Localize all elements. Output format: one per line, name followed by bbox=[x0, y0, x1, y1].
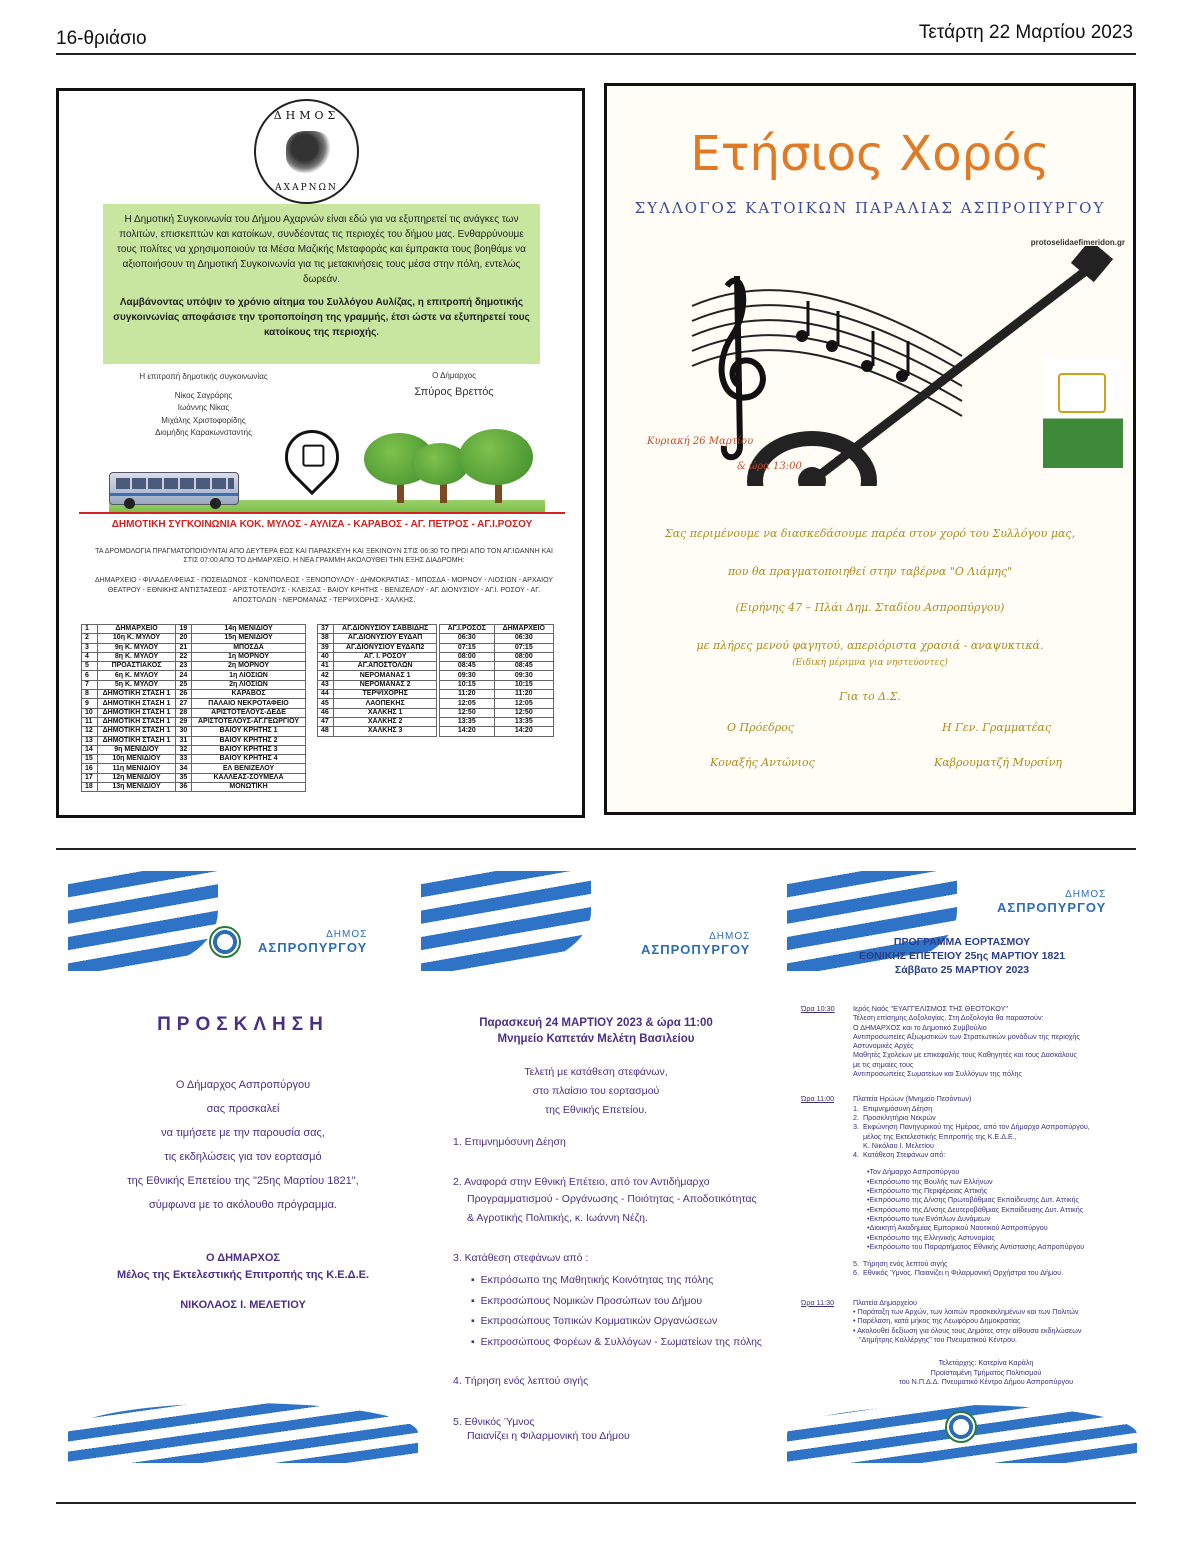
stop-row bbox=[318, 699, 437, 708]
stop-row bbox=[82, 736, 306, 745]
invitation-body: Ο Δήμαρχος Ασπροπύργου σας προσκαλεί να τιμήσετε με την παρουσία σας, τις εκδηλώσεις για τον εορτασμό της Εθνικής Επετείου της "25ης Μαρτίου 1821", σύμφωνα με το ακόλουθο πρόγραμμα. bbox=[127, 1079, 359, 1211]
stop-number: 42 bbox=[318, 671, 334, 680]
stop-number: 16 bbox=[82, 764, 98, 773]
stop-row bbox=[82, 625, 306, 634]
departure-time: 12:05 bbox=[440, 699, 495, 708]
stop-row bbox=[82, 745, 306, 754]
program-line: Πλατεία Ηρώων (Μνημείο Πεσόντων) bbox=[853, 1094, 972, 1104]
stop-name: 1η ΛΙΟΣΙΩΝ bbox=[192, 671, 306, 680]
program-line: 4. Κατάθεση Στεφάνων από: bbox=[853, 1150, 946, 1160]
stop-row bbox=[82, 680, 306, 689]
mayor-name: Σπύρος Βρεττός bbox=[414, 386, 494, 398]
stop-name: 12η ΜΕΝΙΔΙΟΥ bbox=[97, 773, 176, 782]
ceremony-intro: Τελετή με κατάθεση στεφάνων, στο πλαίσιο του εορτασμού της Εθνικής Επετείου. bbox=[524, 1066, 668, 1116]
aspropyrgos-logo: ΔΗΜΟΣ ΑΣΠΡΟΠΥΡΓΟΥ bbox=[997, 889, 1107, 915]
stop-row bbox=[318, 690, 437, 699]
association-name: ΣΥΛΛΟΓΟΣ ΚΑΤΟΙΚΩΝ ΠΑΡΑΛΙΑΣ ΑΣΠΡΟΠΥΡΓΟΥ bbox=[634, 199, 1106, 217]
stop-number: 37 bbox=[318, 625, 334, 634]
stop-name: ΚΑΡΑΒΟΣ bbox=[192, 690, 306, 699]
stop-name: 2η ΛΙΟΣΙΩΝ bbox=[192, 680, 306, 689]
stop-number: 33 bbox=[176, 755, 192, 764]
stops-table-a bbox=[81, 624, 306, 792]
stop-number: 7 bbox=[82, 680, 98, 689]
stop-number: 14 bbox=[82, 745, 98, 754]
greek-emblem-icon bbox=[209, 926, 241, 958]
time-slot: Ώρα 11:00 bbox=[801, 1094, 835, 1104]
departure-time: 10:15 bbox=[440, 680, 495, 689]
stop-row bbox=[82, 662, 306, 671]
committee-member: Διομήδης Καρακωνσταντής bbox=[155, 428, 252, 437]
departure-time: 14:20 bbox=[494, 727, 553, 736]
stop-number: 36 bbox=[176, 783, 192, 792]
item-1: 1. Επιμνημόσυνη Δέηση bbox=[453, 1136, 566, 1148]
header-rule bbox=[56, 53, 1136, 55]
stop-name: ΔΗΜΑΡΧΕΙΟ bbox=[97, 625, 176, 634]
departure-time: 10:15 bbox=[494, 680, 553, 689]
stop-name: ΧΑΛΚΗΣ 3 bbox=[334, 727, 437, 736]
seal-bottom-text: ΑΧΑΡΝΩΝ bbox=[275, 183, 338, 193]
stop-name: ΚΑΛΛΕΑΣ-ΣΟΥΜΕΛΑ bbox=[192, 773, 306, 782]
program-line: •Διοικητή Ακαδημίας Εμπορικού Ναυτικού Ασπροπύργου bbox=[867, 1223, 1048, 1233]
stop-number: 24 bbox=[176, 671, 192, 680]
ceremony-heading: Παρασκευή 24 ΜΑΡΤΙΟΥ 2023 & ώρα 11:00 Μνημείο Καπετάν Μελέτη Βασιλείου bbox=[479, 1017, 713, 1045]
invite-line: που θα πραγματοποιηθεί στην ταβέρνα "Ο Λιάμης" bbox=[727, 565, 1013, 578]
intro-bold-text: Λαμβάνοντας υπόψιν το χρόνιο αίτημα του Συλλόγου Αυλίζας, η επιτροπή δημοτικής συγκοινωνίας αποφάσισε την τροποποίηση της γραμμής, έτσι ώστε να εξυπηρετεί τους κατοίκους της περιοχής. bbox=[113, 297, 530, 338]
stop-name: 6η Κ. ΜΥΛΟΥ bbox=[97, 671, 176, 680]
stop-number: 41 bbox=[318, 662, 334, 671]
aspropyrgos-logo: ΔΗΜΟΣ ΑΣΠΡΟΠΥΡΓΟΥ bbox=[641, 931, 751, 957]
stop-number: 18 bbox=[82, 783, 98, 792]
program-line: Ιερός Ναός "ΕΥΑΓΓΕΛΙΣΜΟΣ ΤΗΣ ΘΕΟΤΟΚΟΥ" bbox=[853, 1004, 1008, 1013]
committee-member: Νίκος Σαγράρης bbox=[174, 390, 233, 400]
departure-time: 09:30 bbox=[440, 671, 495, 680]
stop-number: 44 bbox=[318, 690, 334, 699]
time-row bbox=[440, 708, 554, 717]
departure-time: 06:30 bbox=[440, 634, 495, 643]
stop-name: ΒΑΙΟΥ ΚΡΗΤΗΣ 3 bbox=[192, 745, 306, 754]
program-line: • Παρέλαση, κατά μήκος της Λεωφόρου Δημοκρατίας bbox=[853, 1316, 1021, 1326]
stop-number: 17 bbox=[82, 773, 98, 782]
program-line: • Παράταξη των Αρχών, των λοιπών προσκεκλημένων και των Πολιτών bbox=[853, 1307, 1079, 1317]
departure-time: 12:50 bbox=[440, 708, 495, 717]
stop-name: 9η Κ. ΜΥΛΟΥ bbox=[97, 643, 176, 652]
greek-emblem-icon bbox=[945, 1411, 977, 1443]
stop-row bbox=[82, 773, 306, 782]
stop-number: 35 bbox=[176, 773, 192, 782]
time-row bbox=[440, 634, 554, 643]
stop-row bbox=[82, 671, 306, 680]
flag-wave bbox=[68, 1403, 418, 1463]
stop-row bbox=[82, 690, 306, 699]
greek-flag-ribbon bbox=[421, 871, 591, 971]
stop-name: ΔΗΜΟΤΙΚΗ ΣΤΑΣΗ 1 bbox=[97, 699, 176, 708]
program-line: •Εκπρόσωπο του Παραρτήματος Εθνικής Αντίστασης Ασπροπύργου bbox=[867, 1241, 1085, 1251]
program-line: 3. Εκφώνηση Πανηγυρικού της Ημέρας, από τον Δήμαρχο Ασπροπύργου, bbox=[853, 1122, 1090, 1132]
program-line: με τις σημαίες τους bbox=[853, 1059, 914, 1069]
stop-number: 27 bbox=[176, 699, 192, 708]
stop-row bbox=[82, 764, 306, 773]
stop-number: 31 bbox=[176, 736, 192, 745]
stop-row bbox=[318, 662, 437, 671]
stop-name: ΑΓ. Ι. ΡΟΣΟΥ bbox=[334, 652, 437, 661]
stop-number: 13 bbox=[82, 736, 98, 745]
committee-member: Μιχάλης Χριστοφορίδης bbox=[161, 415, 246, 425]
stop-name: 8η Κ. ΜΥΛΟΥ bbox=[97, 652, 176, 661]
item-5: 5. Εθνικός Ύμνος bbox=[453, 1416, 535, 1428]
greek-flag-ribbon bbox=[68, 871, 218, 971]
program-line: Αντιπροσωπείες Αξιωματικών των Στρατιωτικών μονάδων της περιοχής bbox=[853, 1031, 1080, 1041]
times-header bbox=[440, 625, 554, 634]
stop-name: ΜΟΝΩΤΙΚΗ bbox=[192, 783, 306, 792]
stop-number: 12 bbox=[82, 727, 98, 736]
stop-name: ΕΛ ΒΕΝΙΖΕΛΟΥ bbox=[192, 764, 306, 773]
aspropyrgos-logo: ΔΗΜΟΣ ΑΣΠΡΟΠΥΡΓΟΥ bbox=[258, 929, 368, 955]
departure-time: 08:00 bbox=[440, 652, 495, 661]
program-line: 5. Τήρηση ενός λεπτού σιγής bbox=[853, 1259, 948, 1269]
stop-row bbox=[82, 717, 306, 726]
stop-row bbox=[82, 643, 306, 652]
time-row bbox=[440, 699, 554, 708]
stop-name: ΒΑΙΟΥ ΚΡΗΤΗΣ 2 bbox=[192, 736, 306, 745]
invite-line: (Ειρήνης 47 – Πλάι Δημ. Σταδίου Ασπροπύργου) bbox=[735, 601, 1005, 614]
stop-number: 20 bbox=[176, 634, 192, 643]
program-line: 1. Επιμνημόσυνη Δέηση bbox=[853, 1103, 933, 1113]
stop-row bbox=[318, 625, 437, 634]
event-time: & ώρα 13:00 bbox=[737, 461, 802, 472]
stop-name: ΑΓ.ΔΙΟΝΥΣΙΟΥ ΣΑΒΒΙΔΗΣ bbox=[334, 625, 437, 634]
stop-number: 6 bbox=[82, 671, 98, 680]
departure-time: 12:50 bbox=[494, 708, 553, 717]
departure-time: 07:15 bbox=[440, 643, 495, 652]
program-line: του Ν.Π.Δ.Δ. Πνευματικό Κέντρο Δήμου Ασπροπύργου bbox=[898, 1376, 1074, 1386]
wreath-bullet: ▪ Εκπροσώπους Νομικών Προσώπων του Δήμου bbox=[471, 1295, 703, 1307]
program-line: •Εκπρόσωπο της Δ/νσης Πρωτοβάθμιας Εκπαίδευσης Δυτ. Αττικής bbox=[867, 1195, 1080, 1205]
stop-name: ΠΡΟΑΣΤΙΑΚΟΣ bbox=[97, 662, 176, 671]
stop-number: 5 bbox=[82, 662, 98, 671]
stop-row bbox=[318, 717, 437, 726]
stop-number: 29 bbox=[176, 717, 192, 726]
stop-number: 8 bbox=[82, 690, 98, 699]
stop-number: 11 bbox=[82, 717, 98, 726]
committee-signatures bbox=[111, 371, 296, 440]
program-line: Μαθητές Σχολείων με επικεφαλής τους Καθηγητές και τους Δασκάλους bbox=[853, 1050, 1077, 1060]
stop-number: 23 bbox=[176, 662, 192, 671]
program-line: •Εκπρόσωπο της Ελληνικής Αστυνομίας bbox=[867, 1232, 995, 1242]
departure-time: 11:20 bbox=[494, 690, 553, 699]
time-row bbox=[440, 690, 554, 699]
time-slot: Ώρα 11:30 bbox=[801, 1297, 835, 1307]
stop-name: ΔΗΜΟΤΙΚΗ ΣΤΑΣΗ 1 bbox=[97, 708, 176, 717]
seal-top-text: ΔΗΜΟΣ bbox=[273, 109, 340, 122]
stop-name: 13η ΜΕΝΙΔΙΟΥ bbox=[97, 783, 176, 792]
stop-row bbox=[82, 708, 306, 717]
stop-number: 15 bbox=[82, 755, 98, 764]
departure-time: 06:30 bbox=[494, 634, 553, 643]
program-body bbox=[801, 1004, 1131, 1386]
departure-time: 13:35 bbox=[440, 717, 495, 726]
times-header-cell: ΔΗΜΑΡΧΕΙΟ bbox=[494, 625, 553, 634]
event-day: Κυριακή 26 Μαρτίου bbox=[647, 436, 754, 447]
item-2-cont: Προγραμματισμού - Οργάνωσης - Ποιότητας - Αποδοτικότητας bbox=[467, 1193, 757, 1205]
item-2-cont: & Αγροτικής Πολιτικής, κ. Ιωάννη Νέζη. bbox=[467, 1212, 648, 1224]
departure-time: 12:05 bbox=[494, 699, 553, 708]
stop-name: ΧΑΛΚΗΣ 1 bbox=[334, 708, 437, 717]
intro-box bbox=[103, 204, 540, 364]
mayor-block: Ο ΔΗΜΑΡΧΟΣ Μέλος της Εκτελεστικής Επιτροπής της Κ.Ε.Δ.Ε. ΝΙΚΟΛΑΟΣ Ι. ΜΕΛΕΤΙΟΥ bbox=[116, 1252, 370, 1311]
stops-table-c bbox=[317, 624, 437, 737]
program-line: μέλος της Εκτελεστικής Επιτροπής της Κ.Ε.Δ.Ε., bbox=[853, 1131, 1017, 1141]
program-line: •Εκπρόσωπο της Δ/νσης Δευτεροβάθμιας Εκπαίδευσης Δυτ. Αττικής bbox=[867, 1204, 1084, 1214]
stop-row bbox=[318, 634, 437, 643]
stop-number: 19 bbox=[176, 625, 192, 634]
times-header-cell: ΑΓ.Ι.ΡΟΣΟΣ bbox=[440, 625, 495, 634]
stop-name: ΔΗΜΟΤΙΚΗ ΣΤΑΣΗ 1 bbox=[97, 717, 176, 726]
stop-name: ΝΕΡΟΜΑΝΑΣ 1 bbox=[334, 671, 437, 680]
time-row bbox=[440, 680, 554, 689]
secretary-title: Η Γεν. Γραμματέας bbox=[942, 721, 1052, 734]
stop-row bbox=[82, 634, 306, 643]
middle-rule bbox=[56, 848, 1136, 850]
stop-name: ΛΑΟΠΕΚΗΣ bbox=[334, 699, 437, 708]
program-line: Ο ΔΗΜΑΡΧΟΣ και το Δημοτικό Συμβούλιο bbox=[853, 1022, 987, 1032]
stop-row bbox=[318, 671, 437, 680]
program-line: 6. Εθνικός Ύμνος. Παιανίζει η Φιλαρμονική Ορχήστρα του Δήμου. bbox=[853, 1268, 1064, 1278]
program-line: •Εκπρόσωπο της Περιφέρειας Αττικής bbox=[867, 1186, 988, 1196]
stop-name: ΔΗΜΟΤΙΚΗ ΣΤΑΣΗ 1 bbox=[97, 736, 176, 745]
stop-row bbox=[82, 755, 306, 764]
stop-row bbox=[82, 783, 306, 792]
stop-row bbox=[318, 727, 437, 736]
program-line: Αστυνομικές Αρχές bbox=[853, 1041, 914, 1051]
stop-number: 46 bbox=[318, 708, 334, 717]
program-line: Τελετάρχης: Κατερίνα Καράλη bbox=[938, 1358, 1034, 1368]
time-slot: Ώρα 10:30 bbox=[801, 1004, 835, 1013]
stop-number: 25 bbox=[176, 680, 192, 689]
program-line: • Ακολουθεί δεξίωση για όλους τους Δημότες στην αίθουσα εκδηλώσεων bbox=[853, 1325, 1082, 1335]
time-row bbox=[440, 652, 554, 661]
footer-rule bbox=[56, 1502, 1136, 1504]
departure-time: 08:45 bbox=[440, 662, 495, 671]
invite-line: με πλήρες μενού φαγητού, απεριόριστα χρασιά - αναψυκτικά. bbox=[696, 639, 1044, 652]
program-heading: ΠΡΟΓΡΑΜΜΑ ΕΟΡΤΑΣΜΟΥ ΕΘΝΙΚΗΣ ΕΠΕΤΕΙΟΥ 25ης ΜΑΡΤΙΟΥ 1821 Σάββατο 25 ΜΑΡΤΙΟΥ 2023 bbox=[858, 936, 1066, 976]
departure-time: 08:45 bbox=[494, 662, 553, 671]
stop-number: 43 bbox=[318, 680, 334, 689]
intro-text: Η Δημοτική Συγκοινωνία του Δήμου Αχαρνών είναι εδώ για να εξυπηρετεί τις ανάγκες των πολιτών, επισκεπτών και κατοίκων, συνδέοντας τις περιοχές του δήμου μας. Ενθαρρύνουμε τους πολίτες να χρησιμοποιούν τα Μέσα Μαζικής Μεταφοράς και έμπρακτα τους βοηθάμε να αξιοποιήσουν τη Δημοτική Συγκοινωνία για τις μετακινήσεις τους μέσα στην πόλη, εντελώς δωρεάν. bbox=[117, 214, 526, 285]
stop-number: 48 bbox=[318, 727, 334, 736]
schedule-note: ΤΑ ΔΡΟΜΟΛΟΓΙΑ ΠΡΑΓΜΑΤΟΠΟΙΟΥΝΤΑΙ ΑΠΟ ΔΕΥΤΕΡΑ ΕΩΣ ΚΑΙ ΠΑΡΑΣΚΕΥΗ ΚΑΙ ΞΕΚΙΝΟΥΝ ΣΤΙΣ 06:30 ΤΟ ΠΡΩΙ ΑΠΟ ΤΟΝ ΑΓ.ΙΩΑΝΝΗ ΚΑΙ ΣΤΙΣ 07:00 ΑΠΟ ΤΟ ΔΗΜΑΡΧΕΙΟ. Η ΝΕΑ ΓΡΑΜΜΗ ΑΚΟΛΟΥΘΕΙ ΤΗΝ ΕΞΗΣ ΔΙΑΔΡΟΜΗ: bbox=[95, 548, 553, 564]
president-name: Κοναξής Αντώνιος bbox=[710, 756, 815, 769]
route-title: ΔΗΜΟΤΙΚΗ ΣΥΓΚΟΙΝΩΝΙΑ ΚΟΚ. ΜΥΛΟΣ - ΑΥΛΙΖΑ - ΚΑΡΑΒΟΣ - ΑΓ. ΠΕΤΡΟΣ - ΑΓ.Ι.ΡΟΣΟΥ bbox=[111, 519, 533, 530]
stop-number: 22 bbox=[176, 652, 192, 661]
time-row bbox=[440, 643, 554, 652]
route-streets: ΔΗΜΑΡΧΕΙΟ - ΦΙΛΑΔΕΛΦΕΙΑΣ - ΠΟΣΕΙΔΩΝΟΣ - ΚΩΝ/ΠΟΛΕΩΣ - ΞΕΝΟΠΟΥΛΟΥ - ΔΗΜΟΚΡΑΤΙΑΣ - ΜΠΟΣΔΑ - ΜΟΡΝΟΥ - ΛΙΟΣΙΩΝ - ΑΡΧΑΙΟΥ ΘΕΑΤΡΟΥ - ΕΘΝΙΚΗΣ ΑΝΤΙΣΤΑΣΕΩΣ - ΑΡΙΣΤΟΤΕΛΟΥΣ - ΚΛΕΙΣΑΣ - ΒΑΙΟΥ ΚΡΗΤΗΣ - ΒΕΝΙΖΕΛΟΥ - ΑΓ. ΔΙΟΝΥΣΙΟΥ - ΑΓ.Ι. ΡΟΣΟΥ - ΑΓ. ΑΠΟΣΤΟΛΩΝ - ΝΕΡΟΜΑΝΑΣ - ΤΕΡΨΙΧΟΡΗΣ - ΧΑΛΚΗΣ. bbox=[94, 577, 554, 604]
stop-name: 2η ΜΟΡΝΟΥ bbox=[192, 662, 306, 671]
stop-name: 9η ΜΕΝΙΔΙΟΥ bbox=[97, 745, 176, 754]
fasting-note: (Ειδική μέριμνα για νηστεύοντες) bbox=[792, 658, 948, 668]
stop-number: 1 bbox=[82, 625, 98, 634]
committee-title: Η επιτροπή δημοτικής συγκοινωνίας bbox=[139, 372, 268, 381]
stop-name: 1η ΜΟΡΝΟΥ bbox=[192, 652, 306, 661]
wreath-bullet: ▪ Εκπρόσωπο της Μαθητικής Κοινότητας της πόλης bbox=[471, 1274, 714, 1286]
stop-name: ΑΓ.ΔΙΟΝΥΣΙΟΥ ΕΥΔΑΠ bbox=[334, 634, 437, 643]
stop-name: ΑΡΙΣΤΟΤΕΛΟΥΣ-ΑΓ.ΓΕΩΡΓΙΟΥ bbox=[192, 717, 306, 726]
bus-icon bbox=[109, 472, 239, 505]
mayor-signature bbox=[399, 371, 509, 398]
stop-number: 9 bbox=[82, 699, 98, 708]
ceremony-panel bbox=[421, 871, 771, 1463]
stop-name: ΤΕΡΨΙΧΟΡΗΣ bbox=[334, 690, 437, 699]
issue-date: Τετάρτη 22 Μαρτίου 2023 bbox=[918, 22, 1133, 43]
stop-number: 3 bbox=[82, 643, 98, 652]
stop-name: ΒΑΙΟΥ ΚΡΗΤΗΣ 1 bbox=[192, 727, 306, 736]
seal-figure-icon bbox=[286, 131, 332, 173]
invitation-title: ΠΡΟΣΚΛΗΣΗ bbox=[157, 1014, 329, 1035]
program-line: "Δημήτρης Καλλέργης" του Πνευματικού Κέντρου. bbox=[853, 1334, 1017, 1344]
departure-time: 07:15 bbox=[494, 643, 553, 652]
stop-row bbox=[82, 652, 306, 661]
stop-number: 21 bbox=[176, 643, 192, 652]
stop-name: ΑΓ.ΑΠΟΣΤΟΛΩΝ bbox=[334, 662, 437, 671]
time-row bbox=[440, 717, 554, 726]
program-line: •Εκπρόσωπο της Βουλής των Ελλήνων bbox=[867, 1176, 993, 1186]
departure-time: 08:00 bbox=[494, 652, 553, 661]
stop-name: ΠΑΛΑΙΟ ΝΕΚΡΟΤΑΦΕΙΟ bbox=[192, 699, 306, 708]
stop-name: ΒΑΙΟΥ ΚΡΗΤΗΣ 4 bbox=[192, 755, 306, 764]
item-2: 2. Αναφορά στην Εθνική Επέτειο, από τον Αντιδήμαρχο bbox=[453, 1176, 710, 1188]
stop-row bbox=[318, 680, 437, 689]
president-title: Ο Πρόεδρος bbox=[727, 721, 794, 734]
stop-number: 10 bbox=[82, 708, 98, 717]
secretary-name: Καβρουματζή Μυρσίνη bbox=[934, 756, 1063, 769]
item-3: 3. Κατάθεση στεφάνων από : bbox=[453, 1252, 589, 1264]
stop-number: 32 bbox=[176, 745, 192, 754]
program-line: Αντιπροσωπείες Σωματείων και Συλλόγων της πόλης bbox=[853, 1069, 1022, 1079]
program-line: •Εκπρόσωπο των Ενόπλων Δυνάμεων bbox=[867, 1213, 991, 1223]
stop-row bbox=[82, 699, 306, 708]
route-rule bbox=[79, 512, 565, 514]
stop-number: 38 bbox=[318, 634, 334, 643]
dance-title: Ετήσιος Χορός bbox=[690, 126, 1050, 182]
departure-time: 11:20 bbox=[440, 690, 495, 699]
mayor-title: Ο Δήμαρχος bbox=[432, 371, 476, 380]
stop-name: 14η ΜΕΝΙΔΙΟΥ bbox=[192, 625, 306, 634]
invitation-panel bbox=[68, 871, 418, 1463]
stop-name: 15η ΜΕΝΙΔΙΟΥ bbox=[192, 634, 306, 643]
stop-number: 39 bbox=[318, 643, 334, 652]
stop-number: 47 bbox=[318, 717, 334, 726]
program-line: •Τον Δήμαρχο Ασπροπύργου bbox=[867, 1167, 960, 1177]
stop-row bbox=[318, 643, 437, 652]
stop-number: 28 bbox=[176, 708, 192, 717]
stop-number: 34 bbox=[176, 764, 192, 773]
page-number: 16-θριάσιο bbox=[56, 28, 147, 49]
item-5-cont: Παιανίζει η Φιλαρμονική του Δήμου bbox=[467, 1430, 630, 1442]
program-line: Πλατεία Δημαρχείου bbox=[853, 1297, 917, 1307]
program-panel bbox=[787, 871, 1137, 1463]
stop-number: 4 bbox=[82, 652, 98, 661]
stop-name: 11η ΜΕΝΙΔΙΟΥ bbox=[97, 764, 176, 773]
program-line: 2. Προσκλητήριο Νεκρών bbox=[853, 1112, 936, 1122]
stop-number: 45 bbox=[318, 699, 334, 708]
acharnes-bus-ad bbox=[56, 88, 585, 818]
municipality-seal bbox=[254, 99, 359, 204]
stop-name: ΔΗΜΟΤΙΚΗ ΣΤΑΣΗ 1 bbox=[97, 727, 176, 736]
committee-member: Ιωάννης Νίκας bbox=[177, 403, 230, 412]
stop-name: ΜΠΟΣΔΑ bbox=[192, 643, 306, 652]
for-board: Για το Δ.Σ. bbox=[839, 690, 901, 703]
stop-row bbox=[318, 708, 437, 717]
time-row bbox=[440, 662, 554, 671]
stop-name: 5η Κ. ΜΥΛΟΥ bbox=[97, 680, 176, 689]
stop-name: 10η Κ. ΜΥΛΟΥ bbox=[97, 634, 176, 643]
stop-number: 2 bbox=[82, 634, 98, 643]
site-watermark: protoselidaefimeridon.gr bbox=[1030, 238, 1125, 247]
stop-number: 30 bbox=[176, 727, 192, 736]
stop-name: ΑΓ.ΔΙΟΝΥΣΙΟΥ ΕΥΔΑΠ2 bbox=[334, 643, 437, 652]
stop-name: ΔΗΜΟΤΙΚΗ ΣΤΑΣΗ 1 bbox=[97, 690, 176, 699]
stop-name: ΑΡΙΣΤΟΤΕΛΟΥΣ-ΔΕΔΕ bbox=[192, 708, 306, 717]
program-line: Προϊσταμένη Τμήματος Πολιτισμού bbox=[930, 1367, 1042, 1377]
stop-number: 26 bbox=[176, 690, 192, 699]
departure-time: 09:30 bbox=[494, 671, 553, 680]
wreath-bullet: ▪ Εκπροσώπους Τοπικών Κομματικών Οργανώσεων bbox=[471, 1315, 718, 1327]
stop-number: 40 bbox=[318, 652, 334, 661]
stop-name: ΧΑΛΚΗΣ 2 bbox=[334, 717, 437, 726]
program-line: Κ. Νικόλαο Ι. Μελετίου bbox=[853, 1140, 934, 1150]
invite-line: Σας περιμένουμε να διασκεδάσουμε παρέα στον χορό του Συλλόγου μας, bbox=[664, 527, 1076, 540]
stop-name: 10η ΜΕΝΙΔΙΟΥ bbox=[97, 755, 176, 764]
stop-name: ΝΕΡΟΜΑΝΑΣ 2 bbox=[334, 680, 437, 689]
departure-time: 13:35 bbox=[494, 717, 553, 726]
time-row bbox=[440, 671, 554, 680]
association-logo bbox=[1043, 358, 1123, 468]
times-table bbox=[439, 624, 554, 737]
stop-row bbox=[318, 652, 437, 661]
departure-time: 14:20 bbox=[440, 727, 495, 736]
stop-row bbox=[82, 727, 306, 736]
program-line: Τέλεση επίσημης Δοξολογίας. Στη Δοξολογία θα παραστούν: bbox=[853, 1013, 1044, 1023]
annual-dance-ad bbox=[604, 83, 1136, 815]
item-4: 4. Τήρηση ενός λεπτού σιγής bbox=[453, 1375, 589, 1387]
wreath-bullet: ▪ Εκπροσώπους Φορέων & Συλλόγων - Σωματείων της πόλης bbox=[471, 1336, 762, 1348]
time-row bbox=[440, 727, 554, 736]
